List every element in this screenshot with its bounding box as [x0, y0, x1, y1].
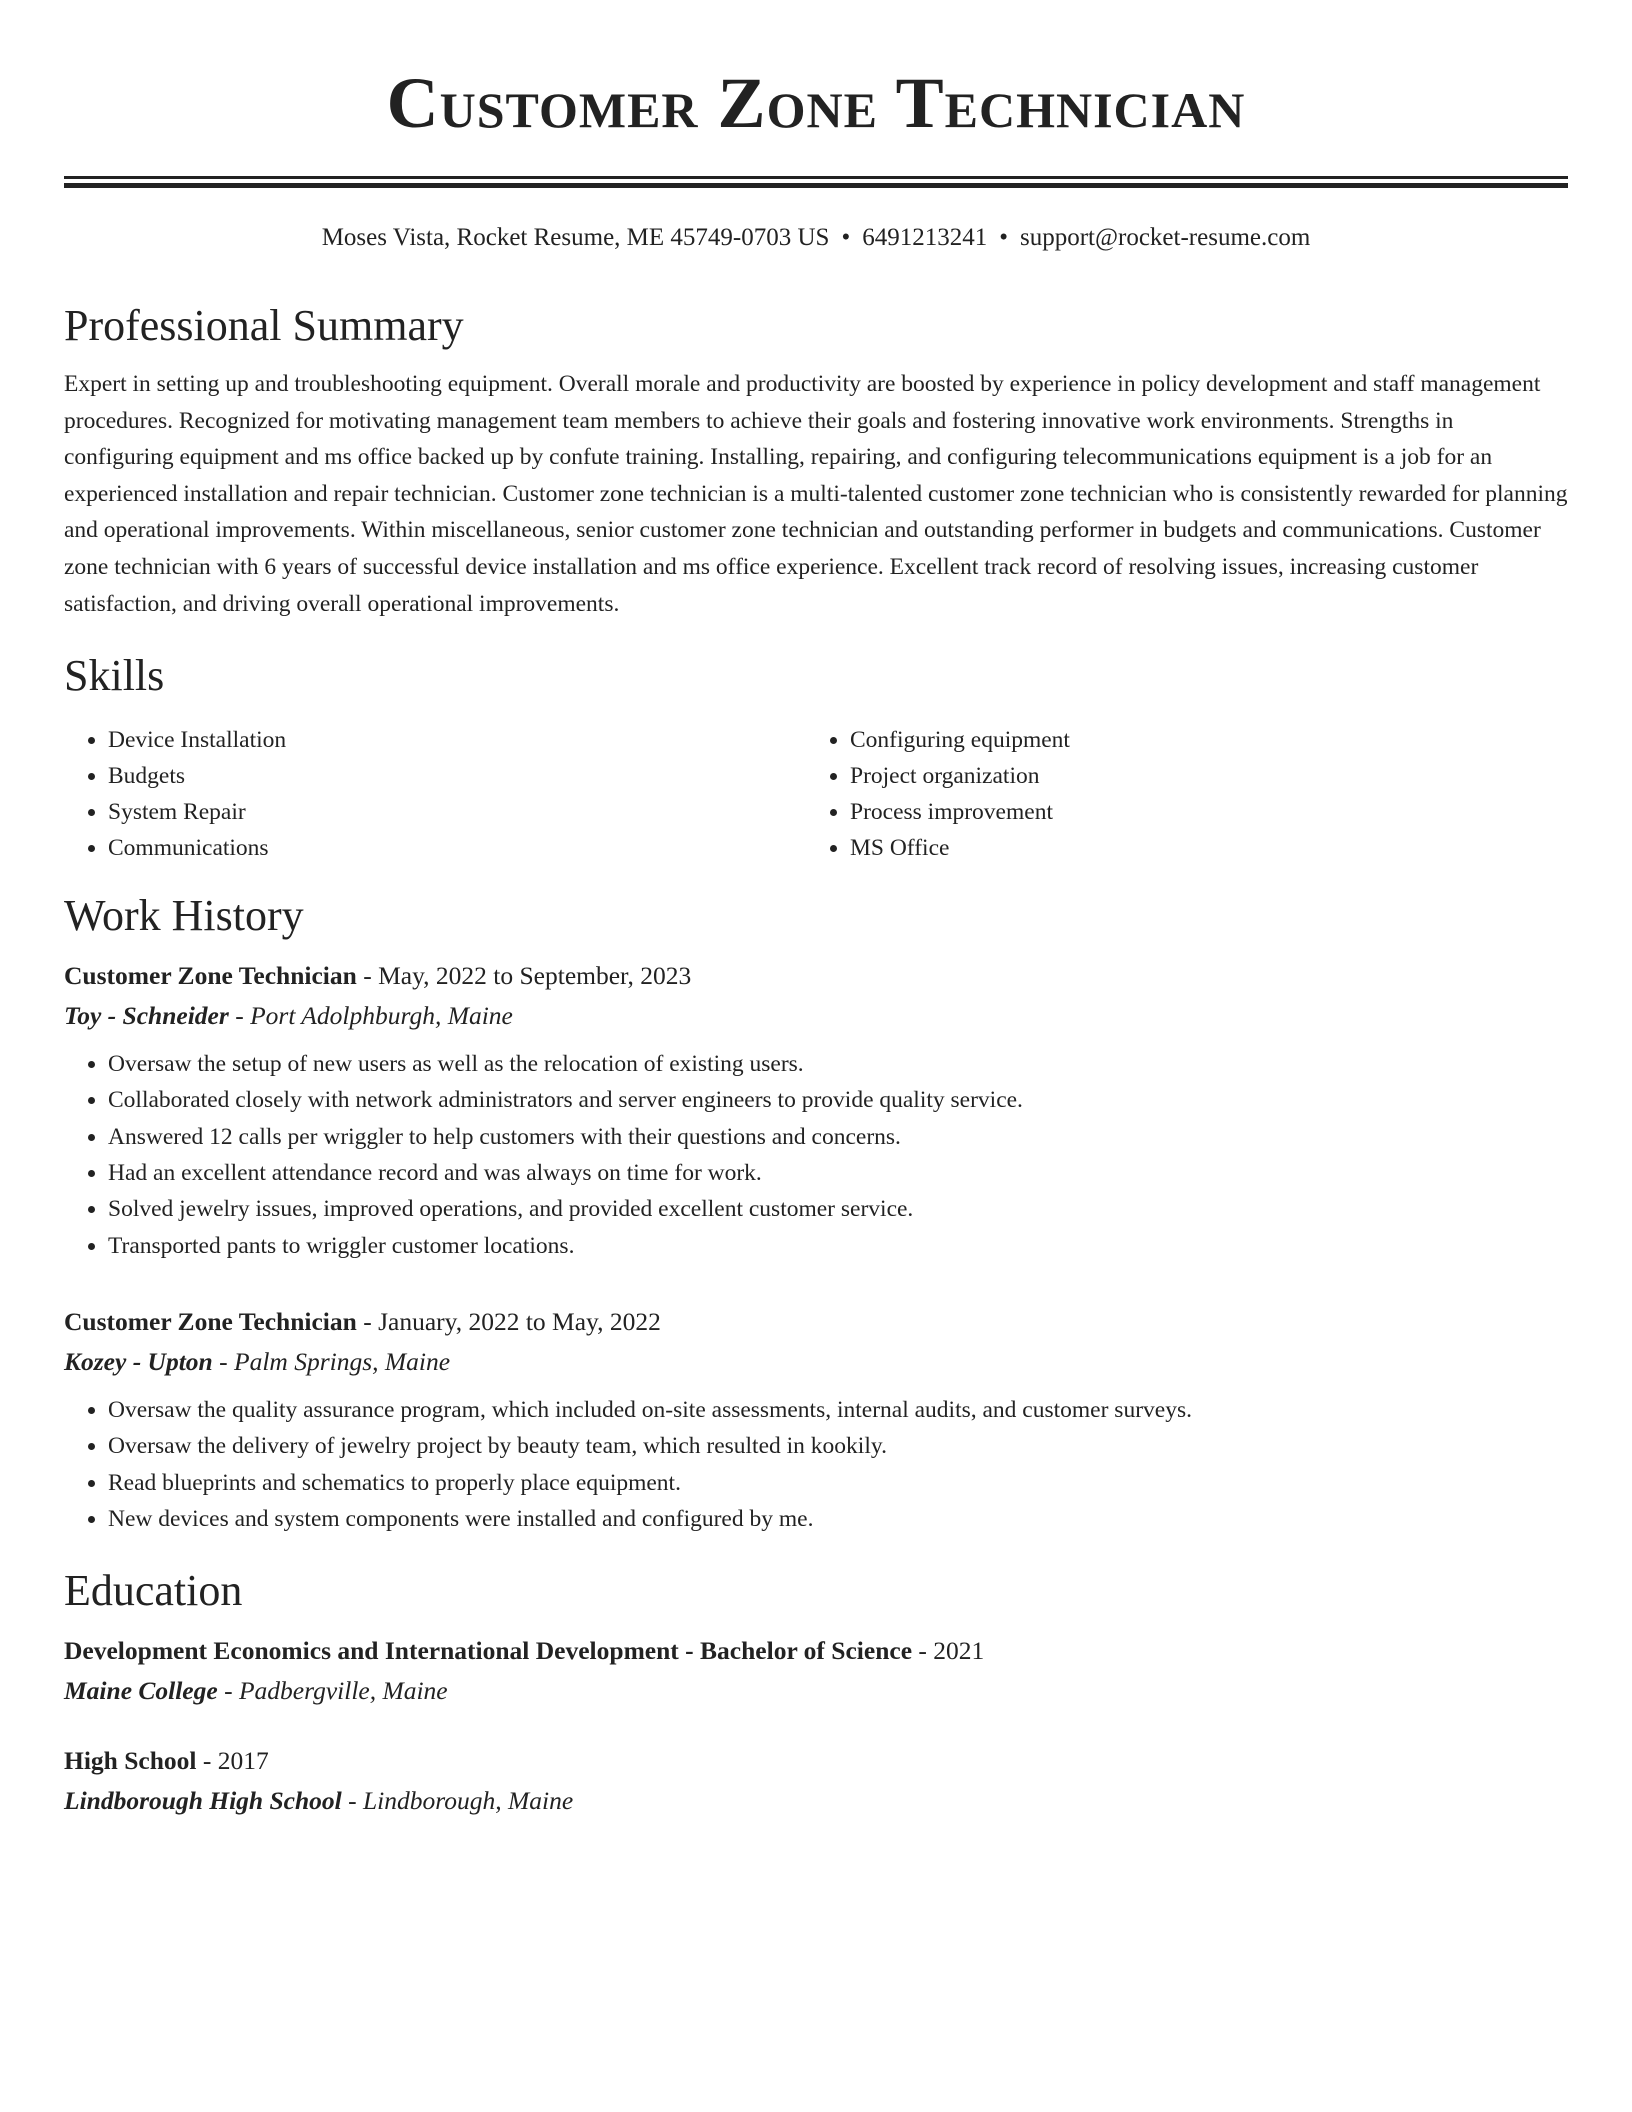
contact-address: Moses Vista, Rocket Resume, ME 45749-0703 US: [321, 224, 830, 251]
skills-heading: Skills: [64, 651, 165, 701]
job-location: Palm Springs, Maine: [234, 1346, 451, 1376]
job-entry: [64, 958, 1568, 1264]
job-company-line: Kozey - Upton - Palm Springs, Maine: [64, 1346, 451, 1376]
education-school: Maine College: [64, 1676, 218, 1706]
education-school: Lindborough High School: [64, 1786, 342, 1816]
skill-item: • Device Installation: [108, 722, 806, 758]
job-bullet: • Oversaw the setup of new users as well as the relocation of existing users.: [108, 1046, 1568, 1082]
job-entry: [64, 1304, 1568, 1537]
job-header: Customer Zone Technician - May, 2022 to September, 2023: [64, 961, 692, 991]
skill-item: • System Repair: [108, 794, 806, 830]
skill-item: • Configuring equipment: [850, 722, 1548, 758]
summary-text: Expert in setting up and troubleshooting equipment. Overall morale and productivity are boosted by experience in policy development and staff management procedures. Recognized for motivating management team members to achieve their goals and fostering innovative work environments. Strengths in configuring equipment and ms office backed up by confute training. Installing, repairing, and configuring telecommunications equipment is a job for an experienced installation and repair technician. Customer zone technician is a multi-talented customer zone technician who is consistently rewarded for planning and operational improvements. Within miscellaneous, senior customer zone technician and outstanding performer in budgets and communications. Customer zone technician with 6 years of successful device installation and ms office experience. Excellent track record of resolving issues, increasing customer satisfaction, and driving overall operational improvements.: [64, 371, 1568, 617]
job-dates: May, 2022 to September, 2023: [378, 961, 692, 991]
job-role: Customer Zone Technician: [64, 961, 357, 991]
job-company: Toy - Schneider: [64, 1001, 229, 1031]
job-bullets: [64, 1392, 1568, 1537]
job-bullet: • Oversaw the delivery of jewelry project by beauty team, which resulted in kookily.: [108, 1428, 1568, 1464]
education-year: 2017: [217, 1746, 269, 1776]
job-dates: January, 2022 to May, 2022: [378, 1306, 661, 1336]
job-bullet: • Oversaw the quality assurance program, which included on-site assessments, internal audits, and customer surveys.: [108, 1392, 1568, 1428]
education-entry: [64, 1743, 1568, 1819]
skills-section: [64, 648, 1568, 866]
skills-list-left: [64, 722, 806, 866]
job-bullet: • Answered 12 calls per wriggler to help customers with their questions and concerns.: [108, 1119, 1568, 1155]
job-bullet: • Read blueprints and schematics to properly place equipment.: [108, 1465, 1568, 1501]
contact-separator: •: [841, 224, 851, 251]
skill-item: • Communications: [108, 830, 806, 866]
education-school-line: Lindborough High School - Lindborough, Maine: [64, 1786, 574, 1816]
job-bullet: • Had an excellent attendance record and was always on time for work.: [108, 1155, 1568, 1191]
contact-email: support@rocket-resume.com: [1019, 224, 1311, 251]
skill-item: • Process improvement: [850, 794, 1548, 830]
skills-list-right: [806, 722, 1548, 866]
education-location: Padbergville, Maine: [238, 1676, 448, 1706]
skill-item: • MS Office: [850, 830, 1548, 866]
contact-separator: •: [999, 224, 1008, 251]
education-school-line: Maine College - Padbergville, Maine: [64, 1676, 448, 1706]
education-year: 2021: [933, 1636, 985, 1666]
job-location: Port Adolphburgh, Maine: [250, 1001, 513, 1031]
contact-phone: 6491213241: [862, 224, 988, 251]
job-header: Customer Zone Technician - January, 2022 to May, 2022: [64, 1306, 661, 1336]
resume-name: Customer Zone Technician: [386, 63, 1246, 143]
header-divider: [64, 176, 1568, 188]
work-history-heading: Work History: [64, 891, 304, 941]
skill-item: • Project organization: [850, 758, 1548, 794]
job-bullet: • New devices and system components were installed and configured by me.: [108, 1501, 1568, 1537]
job-company: Kozey - Upton: [64, 1346, 213, 1376]
education-section: [64, 1563, 1568, 1819]
education-degree: Development Economics and International Development - Bachelor of Science: [64, 1636, 913, 1666]
skill-item: • Budgets: [108, 758, 806, 794]
job-bullets: [64, 1046, 1568, 1264]
summary-heading: Professional Summary: [64, 301, 464, 350]
education-header: Development Economics and International Development - Bachelor of Science - 2021: [64, 1636, 985, 1666]
job-company-line: Toy - Schneider - Port Adolphburgh, Maine: [64, 1001, 513, 1031]
education-degree: High School: [64, 1746, 197, 1776]
skills-columns: [64, 722, 1568, 866]
job-bullet: • Transported pants to wriggler customer locations.: [108, 1228, 1568, 1264]
job-bullet: • Solved jewelry issues, improved operations, and provided excellent customer service.: [108, 1191, 1568, 1227]
job-role: Customer Zone Technician: [64, 1306, 357, 1336]
contact-line: [64, 222, 1568, 254]
education-entry: [64, 1633, 1568, 1709]
work-history-section: [64, 888, 1568, 1537]
education-heading: Education: [64, 1566, 243, 1616]
education-location: Lindborough, Maine: [363, 1786, 574, 1816]
education-header: High School - 2017: [64, 1746, 269, 1776]
job-bullet: • Collaborated closely with network administrators and server engineers to provide quality service.: [108, 1082, 1568, 1118]
summary-section: [64, 298, 1568, 622]
